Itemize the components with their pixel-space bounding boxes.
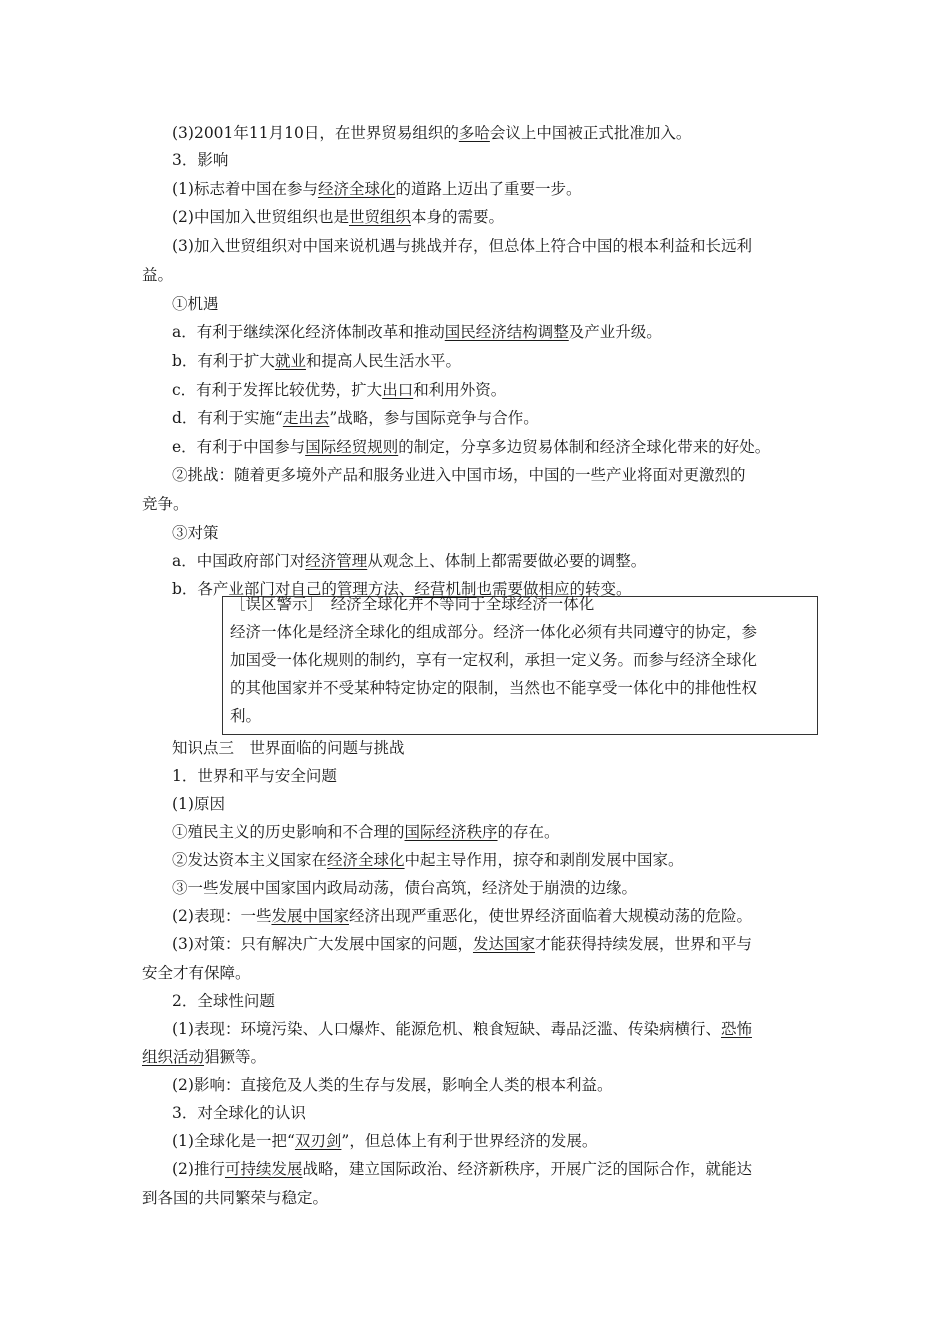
text-line xyxy=(172,348,461,374)
text-segment: 2．全球性问题 xyxy=(172,992,275,1010)
text-segment: 竞争。 xyxy=(142,495,189,513)
text-segment: 会议上中国被正式批准加入。 xyxy=(489,124,692,142)
text-segment: ②挑战：随着更多境外产品和服务业进入中国市场，中国的一些产业将面对更激烈的 xyxy=(172,466,746,484)
text-line xyxy=(172,204,504,230)
text-line xyxy=(142,1185,328,1211)
text-segment: 1．世界和平与安全问题 xyxy=(172,767,337,785)
text-line xyxy=(172,462,746,488)
text-segment: 本身的需要。 xyxy=(410,208,504,226)
text-segment: d．有利于实施“ xyxy=(172,409,283,427)
text-line xyxy=(142,960,251,986)
underlined-answer: 走出去 xyxy=(282,409,330,427)
text-segment: e．有利于中国参与 xyxy=(172,438,306,456)
text-line xyxy=(172,176,582,202)
text-segment: 益。 xyxy=(142,266,174,284)
section-heading xyxy=(172,988,275,1014)
text-line xyxy=(172,548,646,574)
text-segment: b．各产业部门对自己的管理方法、 xyxy=(172,580,415,598)
underlined-answer: 可持续发展 xyxy=(224,1160,303,1178)
underlined-answer: 组织活动 xyxy=(142,1048,205,1066)
text-segment: (1)表现：环境污染、人口爆炸、能源危机、粮食短缺、毒品泛滥、传染病横行、 xyxy=(172,1020,721,1038)
text-segment: 和提高人民生活水平。 xyxy=(305,352,461,370)
text-segment: 战略，建立国际政治、经济新秩序，开展广泛的国际合作，就能达 xyxy=(302,1160,752,1178)
text-line xyxy=(172,291,219,317)
text-segment: 的其他国家并不受某种特定协定的限制，当然也不能享受一体化中的排他性权 xyxy=(230,679,758,697)
callout-line xyxy=(230,619,757,645)
text-segment: 的道路上迈出了重要一步。 xyxy=(395,180,582,198)
text-line xyxy=(172,233,752,259)
text-line xyxy=(172,875,637,901)
underlined-answer: 多哈 xyxy=(458,124,490,142)
text-segment: 的存在。 xyxy=(497,823,560,841)
callout-line xyxy=(230,675,757,701)
text-segment: 才能获得持续发展，世界和平与 xyxy=(534,935,752,953)
text-segment: ”战略，参与国际竞争与合作。 xyxy=(329,409,539,427)
underlined-answer: 发展中国家 xyxy=(271,907,349,925)
text-segment: 到各国的共同繁荣与稳定。 xyxy=(142,1189,329,1207)
text-segment: (1)全球化是一把“ xyxy=(172,1132,295,1150)
text-line xyxy=(172,1156,752,1182)
text-segment: 和利用外资。 xyxy=(413,381,507,399)
text-segment: (3)2001年11月10日，在世界贸易组织的 xyxy=(172,124,459,142)
underlined-answer: 双刃剑 xyxy=(294,1132,342,1150)
text-segment: ①机遇 xyxy=(172,295,219,313)
text-line xyxy=(172,819,560,845)
callout-line xyxy=(230,647,757,673)
text-segment: 猖獗等。 xyxy=(204,1048,267,1066)
callout-line xyxy=(230,703,261,729)
text-segment: 3．对全球化的认识 xyxy=(172,1104,306,1122)
text-segment: 加国受一体化规则的制约，享有一定权利，承担一定义务。而参与经济全球化 xyxy=(230,651,758,669)
text-segment: 从观念上、体制上都需要做必要的调整。 xyxy=(367,552,647,570)
text-segment: 的制定，分享多边贸易体制和经济全球化带来的好处。 xyxy=(398,438,771,456)
text-segment: 知识点三 世界面临的问题与挑战 xyxy=(172,739,405,757)
text-line xyxy=(142,262,173,288)
text-line xyxy=(172,791,225,817)
text-segment: a．有利于继续深化经济体制改革和推动 xyxy=(172,323,445,341)
text-segment: (3)对策：只有解决广大发展中国家的问题， xyxy=(172,935,473,953)
text-line xyxy=(172,1016,752,1042)
text-line xyxy=(172,434,770,460)
underlined-answer: 国际经济秩序 xyxy=(404,823,498,841)
text-segment: (2)影响：直接危及人类的生存与发展，影响全人类的根本利益。 xyxy=(172,1076,613,1094)
text-segment: (1)原因 xyxy=(172,795,225,813)
underlined-answer: 世贸组织 xyxy=(348,208,411,226)
text-segment: 安全才有保障。 xyxy=(142,964,251,982)
text-line xyxy=(172,319,662,345)
text-line xyxy=(172,903,752,929)
callout-title xyxy=(230,591,594,617)
section-heading xyxy=(172,147,228,173)
text-line xyxy=(172,377,506,403)
text-segment: (1)标志着中国在参与 xyxy=(172,180,318,198)
text-segment: (2)中国加入世贸组织也是 xyxy=(172,208,349,226)
text-segment: (3)加入世贸组织对中国来说机遇与挑战并存，但总体上符合中国的根本利益和长远利 xyxy=(172,237,752,255)
text-segment: b．有利于扩大 xyxy=(172,352,275,370)
text-segment: ③一些发展中国家国内政局动荡，债台高筑，经济处于崩溃的边缘。 xyxy=(172,879,638,897)
text-line xyxy=(172,120,691,146)
text-line xyxy=(142,491,189,517)
text-segment: 经济出现严重恶化，使世界经济面临着大规模动荡的危险。 xyxy=(348,907,752,925)
text-segment: a．中国政府部门对 xyxy=(172,552,306,570)
text-segment: 利。 xyxy=(230,707,262,725)
text-line xyxy=(172,931,752,957)
text-line xyxy=(142,1044,266,1070)
underlined-answer: 恐怖 xyxy=(720,1020,752,1038)
underlined-answer: 就业 xyxy=(274,352,306,370)
section-heading xyxy=(172,763,337,789)
text-segment: 中起主导作用，掠夺和剥削发展中国家。 xyxy=(404,851,684,869)
text-segment: ①殖民主义的历史影响和不合理的 xyxy=(172,823,405,841)
text-line xyxy=(172,1128,597,1154)
text-segment: ②发达资本主义国家在 xyxy=(172,851,328,869)
underlined-answer: 经营机制 xyxy=(414,580,477,598)
section-heading xyxy=(172,735,405,761)
underlined-answer: 出口 xyxy=(382,381,414,399)
underlined-answer: 经济全球化 xyxy=(327,851,405,869)
text-segment: ”，但总体上有利于世界经济的发展。 xyxy=(341,1132,598,1150)
text-segment: 及产业升级。 xyxy=(568,323,662,341)
text-segment: 也需要做相应的转变。 xyxy=(476,580,632,598)
underlined-answer: 国际经贸规则 xyxy=(305,438,399,456)
misconception-callout-box xyxy=(222,596,818,735)
underlined-answer: 发达国家 xyxy=(472,935,535,953)
text-segment: (2)表现：一些 xyxy=(172,907,272,925)
underlined-answer: 经济管理 xyxy=(305,552,368,570)
text-line xyxy=(172,1072,612,1098)
text-segment: 经济一体化是经济全球化的组成部分。经济一体化必须有共同遵守的协定，参 xyxy=(230,623,758,641)
text-segment: ［误区警示］ 经济全球化并不等同于全球经济一体化 xyxy=(230,595,595,613)
text-line xyxy=(172,405,539,431)
text-segment: ③对策 xyxy=(172,524,219,542)
text-segment: c．有利于发挥比较优势，扩大 xyxy=(172,381,383,399)
underlined-answer: 经济全球化 xyxy=(317,180,396,198)
text-segment: (2)推行 xyxy=(172,1160,225,1178)
text-line xyxy=(172,520,219,546)
text-line xyxy=(172,847,684,873)
underlined-answer: 国民经济结构调整 xyxy=(444,323,569,341)
text-segment: 3．影响 xyxy=(172,151,229,169)
section-heading xyxy=(172,1100,306,1126)
